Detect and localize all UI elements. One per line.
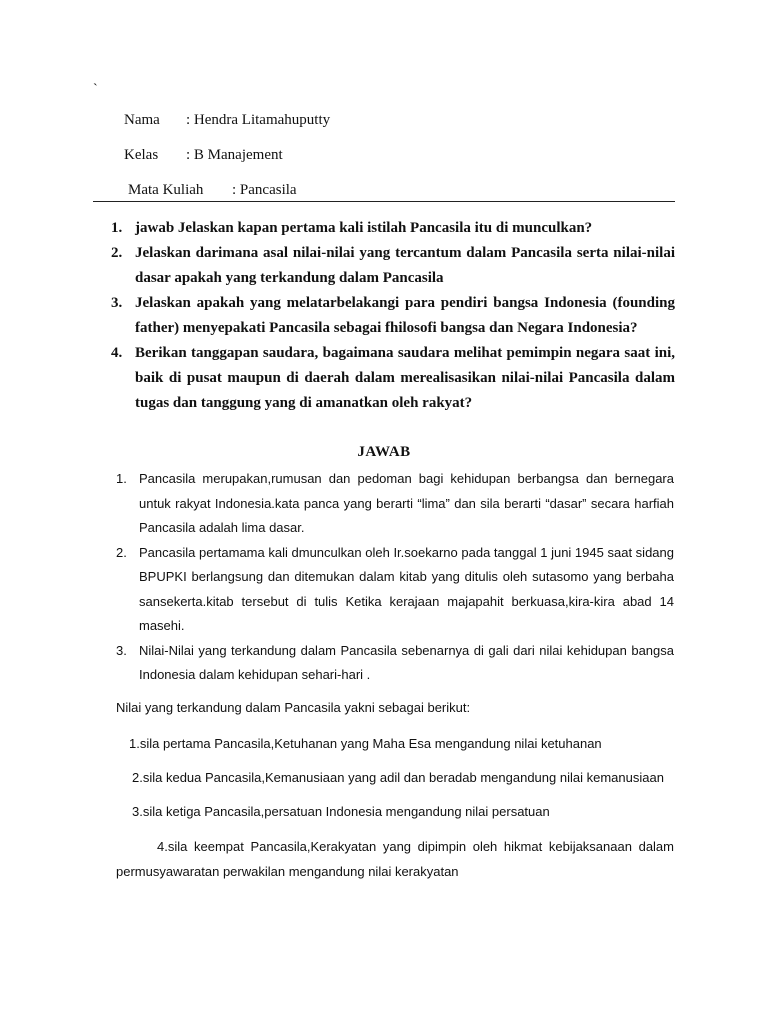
field-value: : B Manajement: [186, 147, 283, 163]
answer-item: [116, 541, 674, 639]
question-number: 1.: [111, 220, 123, 236]
answer-list: [116, 467, 674, 688]
question-text: Jelaskan darimana asal nilai-nilai yang tercantum dalam Pancasila serta nilai-nilai dasar apakah yang terkandung dalam Pancasila: [135, 245, 675, 286]
question-item: [104, 241, 675, 291]
answer-text: Nilai-Nilai yang terkandung dalam Pancasila sebenarnya di gali dari nilai kehidupan bangsa Indonesia dalam kehidupan sehari-hari .: [139, 642, 674, 682]
answer-number: 3.: [116, 642, 127, 658]
question-item: [104, 291, 675, 341]
answer-number: 2.: [116, 544, 127, 560]
question-text: Berikan tanggapan saudara, bagaimana saudara melihat pemimpin negara saat ini, baik di pusat maupun di daerah dalam merealisasikan nilai-nilai Pancasila dalam tugas dan tanggung yang di amanatkan oleh rakyat?: [135, 345, 675, 411]
answer-item: [116, 639, 674, 688]
question-number: 2.: [111, 245, 123, 261]
question-number: 4.: [111, 345, 123, 361]
value-item: 2.sila kedua Pancasila,Kemanusiaan yang adil dan beradab mengandung nilai kemanusiaan: [132, 770, 664, 785]
answer-item: [116, 467, 674, 541]
question-list: [104, 216, 675, 416]
field-label: Nama: [124, 112, 160, 128]
field-value: : Hendra Litamahuputty: [186, 112, 331, 128]
answers-heading: JAWAB: [357, 444, 411, 460]
answer-text: Pancasila merupakan,rumusan dan pedoman bagi kehidupan berbangsa dan bernegara untuk rakyat Indonesia.kata panca yang berarti “lima” dan sila berarti “dasar” secara harfiah Pancasila adalah lima dasar.: [139, 471, 674, 535]
question-text: jawab Jelaskan kapan pertama kali istilah Pancasila itu di munculkan?: [135, 220, 593, 236]
question-text: Jelaskan apakah yang melatarbelakangi para pendiri bangsa Indonesia (founding father) menyepakati Pancasila sebagai fhilosofi bangsa dan Negara Indonesia?: [135, 295, 675, 336]
question-item: [104, 216, 675, 241]
stray-mark: `: [93, 82, 98, 97]
answer-number: 1.: [116, 471, 127, 486]
answer-text: Pancasila pertamama kali dmunculkan oleh Ir.soekarno pada tanggal 1 juni 1945 saat sidang BPUPKI berlangsung dan ditemukan dalam kitab yang ditulis oleh sutasomo yang berbaha sansekerta.kitab tersebut di tulis Ketika kerajaan majapahit berkuasa,kira-kira abad 14 masehi.: [139, 544, 674, 633]
header-divider: [93, 201, 675, 202]
value-item: 3.sila ketiga Pancasila,persatuan Indonesia mengandung nilai persatuan: [132, 804, 550, 819]
values-intro: Nilai yang terkandung dalam Pancasila yakni sebagai berikut:: [116, 700, 471, 715]
value-item: 4.sila keempat Pancasila,Kerakyatan yang dipimpin oleh hikmat kebijaksanaan dalam permusyawaratan perwakilan mengandung nilai kerakyatan: [116, 839, 674, 879]
question-number: 3.: [111, 295, 123, 311]
value-item: 1.sila pertama Pancasila,Ketuhanan yang Maha Esa mengandung nilai ketuhanan: [129, 736, 602, 751]
question-item: [104, 341, 675, 416]
field-value: : Pancasila: [232, 182, 297, 198]
field-label: Kelas: [124, 147, 159, 163]
field-label: Mata Kuliah: [128, 182, 204, 198]
